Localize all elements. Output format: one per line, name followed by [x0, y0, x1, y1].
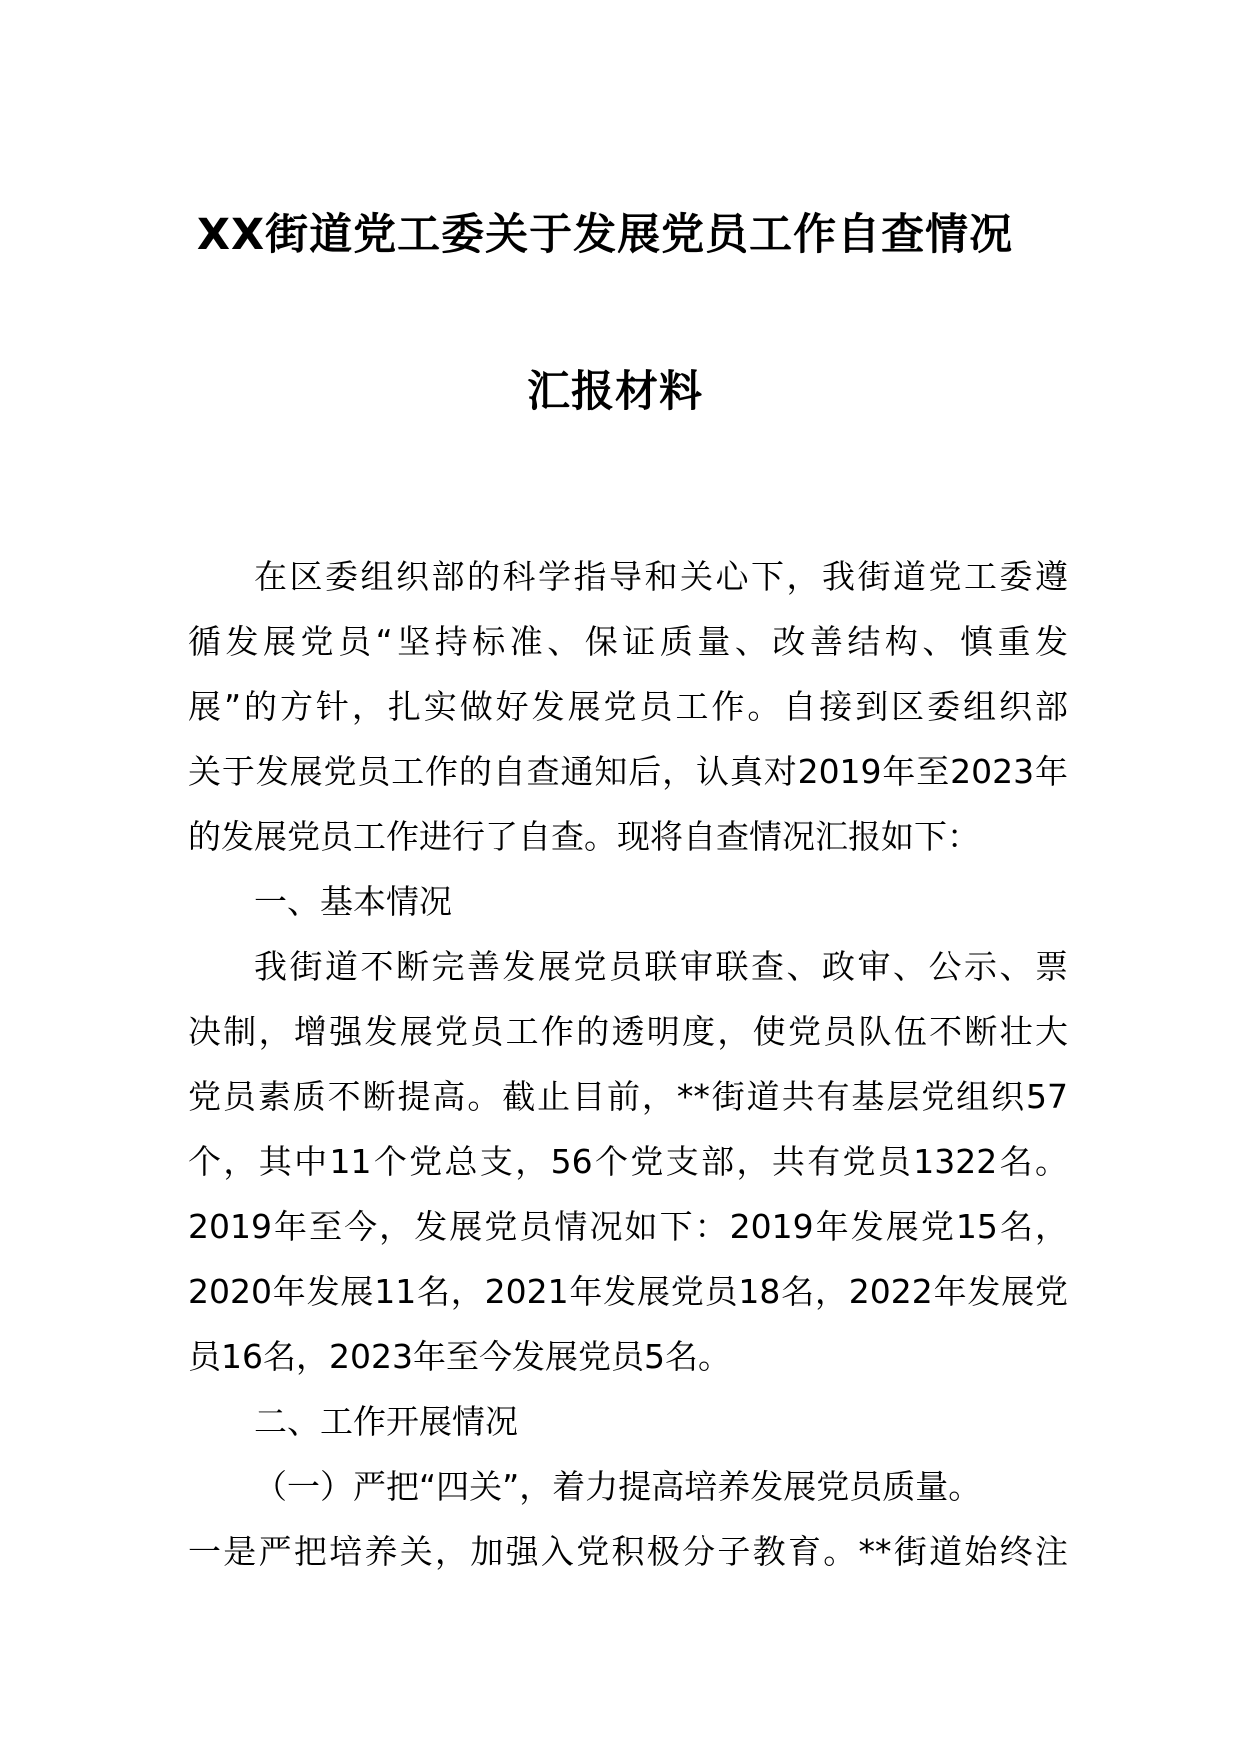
paragraph-line: 在区委组织部的科学指导和关心下，我街道党工委遵	[254, 557, 1068, 596]
section-heading: 一、基本情况	[254, 882, 452, 921]
paragraph-line: 展”的方针，扎实做好发展党员工作。自接到区委组织部	[188, 687, 1068, 726]
paragraph-line: 员16名，2023年至今发展党员5名。	[188, 1337, 731, 1376]
document-title-line-2: 汇报材料	[527, 367, 703, 417]
paragraph-line: 2020年发展11名，2021年发展党员18名，2022年发展党	[188, 1272, 1068, 1311]
paragraph-line: 决制，增强发展党员工作的透明度，使党员队伍不断壮大	[188, 1012, 1068, 1051]
paragraph-line: 我街道不断完善发展党员联审联查、政审、公示、票	[254, 947, 1068, 986]
paragraph-line: 2019年至今，发展党员情况如下：2019年发展党15名，	[188, 1207, 1068, 1246]
subsection-heading: （一）严把“四关”，着力提高培养发展党员质量。	[254, 1467, 982, 1506]
document-title-line-1: XX街道党工委关于发展党员工作自查情况	[196, 210, 1014, 260]
paragraph-line: 循发展党员“坚持标准、保证质量、改善结构、慎重发	[188, 622, 1068, 661]
section-heading: 二、工作开展情况	[254, 1402, 518, 1441]
paragraph-line: 关于发展党员工作的自查通知后，认真对2019年至2023年	[188, 752, 1068, 791]
paragraph-line: 个，其中11个党总支，56个党支部，共有党员1322名。	[188, 1142, 1068, 1181]
paragraph-line: 党员素质不断提高。截止目前，**街道共有基层党组织57	[188, 1077, 1068, 1116]
document-body	[188, 544, 1068, 1584]
paragraph-line: 的发展党员工作进行了自查。现将自查情况汇报如下：	[188, 817, 980, 856]
paragraph-line: 一是严把培养关，加强入党积极分子教育。**街道始终注	[188, 1532, 1068, 1571]
